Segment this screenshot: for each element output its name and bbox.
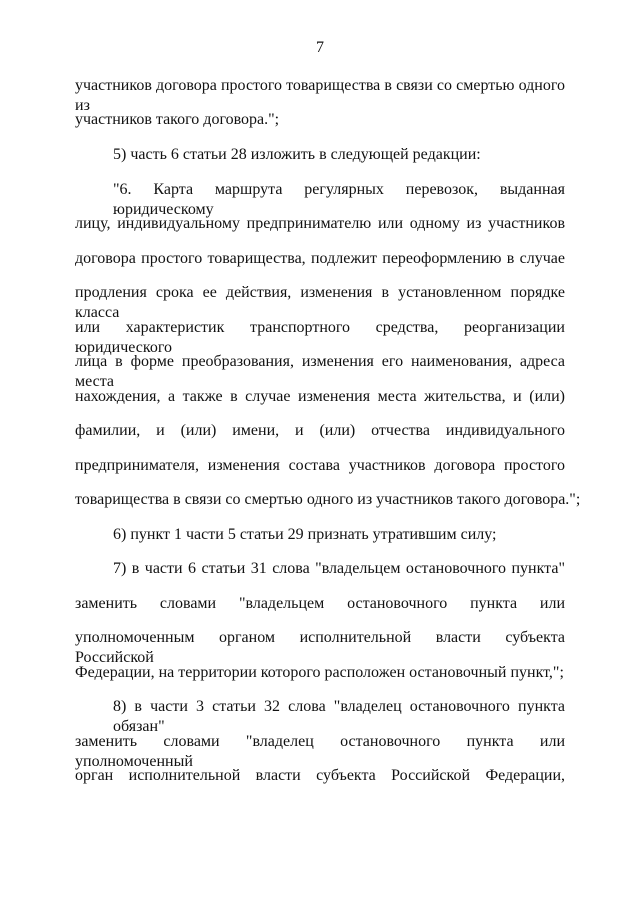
list-item-5: 5) часть 6 статьи 28 изложить в следующей редакции: [113, 146, 481, 163]
list-item-7: 7) в части 6 статьи 31 слова "владельцем остановочного пункта" [113, 560, 565, 577]
quoted-text-line: лицу, индивидуальному предпринимателю или одному из участников [75, 215, 565, 232]
quoted-text-line: договора простого товарищества, подлежит переоформлению в случае [75, 250, 565, 267]
quoted-text-line: или характеристик транспортного средства, реорганизации юридического [75, 319, 565, 356]
page-number: 7 [316, 39, 324, 56]
list-item-6: 6) пункт 1 части 5 статьи 29 признать утратившим силу; [113, 526, 497, 543]
quoted-text-line: предпринимателя, изменения состава участников договора простого [75, 457, 565, 474]
quoted-text-line: товарищества в связи со смертью одного из участников такого договора."; [75, 491, 581, 508]
quoted-text-line: "6. Карта маршрута регулярных перевозок, выданная юридическому [113, 181, 565, 218]
quoted-text-line: нахождения, а также в случае изменения места жительства, и (или) [75, 388, 565, 405]
text-line: участников такого договора."; [75, 111, 280, 128]
text-line: уполномоченным органом исполнительной власти субъекта Российской [75, 629, 565, 666]
text-line: Федерации, на территории которого расположен остановочный пункт,"; [75, 664, 564, 681]
text-line: участников договора простого товарищества в связи со смертью одного из [75, 77, 565, 114]
quoted-text-line: продления срока ее действия, изменения в установленном порядке класса [75, 284, 565, 321]
quoted-text-line: лица в форме преобразования, изменения его наименования, адреса места [75, 353, 565, 390]
text-line: орган исполнительной власти субъекта Российской Федерации, [75, 767, 565, 784]
text-line: заменить словами "владелец остановочного пункта или уполномоченный [75, 733, 565, 770]
list-item-8: 8) в части 3 статьи 32 слова "владелец остановочного пункта обязан" [113, 698, 565, 735]
quoted-text-line: фамилии, и (или) имени, и (или) отчества индивидуального [75, 422, 565, 439]
text-line: заменить словами "владельцем остановочного пункта или [75, 595, 565, 612]
